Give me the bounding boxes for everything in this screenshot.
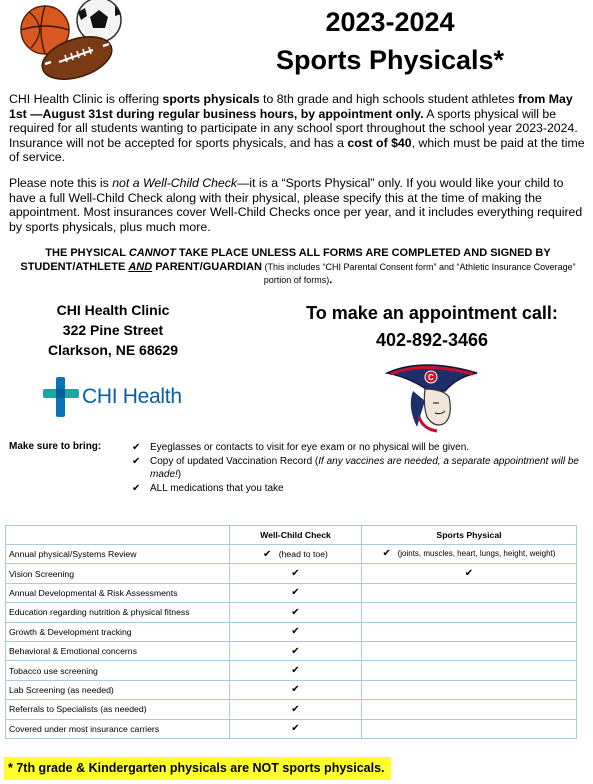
checkmark-icon: ✔ [291, 723, 300, 735]
well-child-cell [230, 583, 362, 602]
table-row-label: Vision Screening [6, 564, 230, 583]
table-row [6, 603, 577, 622]
well-child-cell [230, 564, 362, 583]
checkmark-icon: ✔ [132, 482, 141, 494]
table-row-label: Education regarding nutrition & physical fitness [6, 603, 230, 622]
checkmark-icon: ✔ [291, 665, 300, 677]
table-row [6, 641, 577, 660]
phone-number: 402-892-3466 [375, 330, 489, 350]
bring-label: Make sure to bring: [9, 441, 102, 452]
well-child-cell [230, 641, 362, 660]
clinic-name: CHI Health Clinic [56, 302, 170, 318]
well-child-note-paragraph: Please note this is not a Well-Child Check—it is a “Sports Physical” only. If you would like your child to have a full Well-Child Check along with their physical, please specify this at the time of making the appointment. Most insurances cover Well-Child Checks once per year, and it includes everything required by sports physicals, plus much more. [9, 176, 583, 234]
table-row-label: Referrals to Specialists (as needed) [6, 700, 230, 719]
sports-cell [362, 700, 577, 719]
checkmark-icon: ✔ [291, 645, 300, 657]
checkmark-icon: ✔ [291, 703, 300, 715]
table-row-label: Tobacco use screening [6, 661, 230, 680]
bring-item-vaccination: ✔ Copy of updated Vaccination Record (If any vaccines are needed, a separate appointment will be made!) [132, 455, 579, 480]
table-row [6, 583, 577, 602]
table-header-row [6, 526, 577, 545]
table-row [6, 622, 577, 641]
table-header-item [6, 526, 230, 545]
well-child-cell [230, 603, 362, 622]
checkmark-icon: ✔ [291, 626, 300, 638]
sports-cell [362, 641, 577, 660]
well-child-cell: ✔ (head to toe) [230, 545, 362, 564]
well-child-cell [230, 661, 362, 680]
checkmark-icon: ✔ [132, 455, 141, 467]
appointment-label: To make an appointment call: [306, 303, 558, 323]
intro-paragraph: CHI Health Clinic is offering sports physicals to 8th grade and high schools student athletes from May 1st —August 31st during regular business hours, by appointment only. A sports physical will be required for all students wanting to participate in any school sport throughout the school year 2023-2024. Insurance will not be accepted for sports physicals, and has a cost of $40, which must be paid at the time of service. [9, 92, 585, 165]
well-child-cell [230, 680, 362, 699]
sports-cell [362, 603, 577, 622]
table-row-label: Behavioral & Emotional concerns [6, 641, 230, 660]
patriot-mascot-logo [383, 357, 479, 433]
table-row-label: Covered under most insurance carriers [6, 719, 230, 738]
sports-cell: ✔ (joints, muscles, heart, lungs, height, weight) [362, 545, 577, 564]
forms-warning: THE PHYSICAL CANNOT TAKE PLACE UNLESS ALL FORMS ARE COMPLETED AND SIGNED BY STUDENT/ATHLETE AND PARENT/GUARDIAN (This includes “CHI Parental Consent form” and “Athletic Insurance Coverage” portion of forms). [20, 247, 576, 286]
chi-health-logo [42, 377, 202, 417]
well-child-cell [230, 700, 362, 719]
page-title: Sports Physicals* [275, 45, 505, 75]
appointment-info [282, 300, 582, 354]
checkmark-icon: ✔ [291, 587, 300, 599]
table-header-well-child: Well-Child Check [230, 526, 362, 545]
checkmark-icon: ✔ [132, 442, 141, 453]
bring-item-medications: ✔ ALL medications that you take [132, 482, 284, 494]
well-child-cell [230, 719, 362, 738]
checkmark-icon: ✔ [382, 548, 391, 560]
well-child-cell [230, 622, 362, 641]
table-header-sports: Sports Physical [362, 526, 577, 545]
chi-health-logo-text: CHI Health [82, 385, 182, 408]
table-row-label: Annual physical/Systems Review [6, 545, 230, 564]
clinic-city: Clarkson, NE 68629 [48, 342, 178, 358]
title-year: 2023-2024 [325, 7, 455, 37]
table-row [6, 719, 577, 738]
bring-item-eyeglasses: ✔ Eyeglasses or contacts to visit for eye exam or no physical will be given. [132, 442, 470, 453]
svg-text:C: C [428, 373, 434, 382]
sports-balls-image [15, 0, 125, 84]
comparison-table [5, 525, 577, 739]
table-row-label: Lab Screening (as needed) [6, 680, 230, 699]
table-row [6, 700, 577, 719]
table-row-label: Annual Developmental & Risk Assessments [6, 583, 230, 602]
checkmark-icon: ✔ [464, 568, 474, 580]
checkmark-icon: ✔ [263, 548, 272, 560]
table-row-label: Growth & Development tracking [6, 622, 230, 641]
sports-cell [362, 680, 577, 699]
table-row [6, 680, 577, 699]
chi-cross-icon [42, 377, 80, 417]
table-row [6, 545, 577, 564]
footnote-highlight: * 7th grade & Kindergarten physicals are NOT sports physicals. [4, 757, 391, 780]
sports-cell [362, 583, 577, 602]
sports-cell [362, 661, 577, 680]
sports-cell [362, 719, 577, 738]
sports-cell [362, 622, 577, 641]
checkmark-icon: ✔ [291, 684, 300, 696]
checkmark-icon: ✔ [291, 568, 300, 580]
bring-list [132, 441, 587, 495]
table-row [6, 661, 577, 680]
clinic-street: 322 Pine Street [62, 322, 164, 338]
table-row [6, 564, 577, 583]
checkmark-icon: ✔ [291, 606, 300, 618]
clinic-address [28, 300, 198, 360]
sports-cell [362, 564, 577, 583]
